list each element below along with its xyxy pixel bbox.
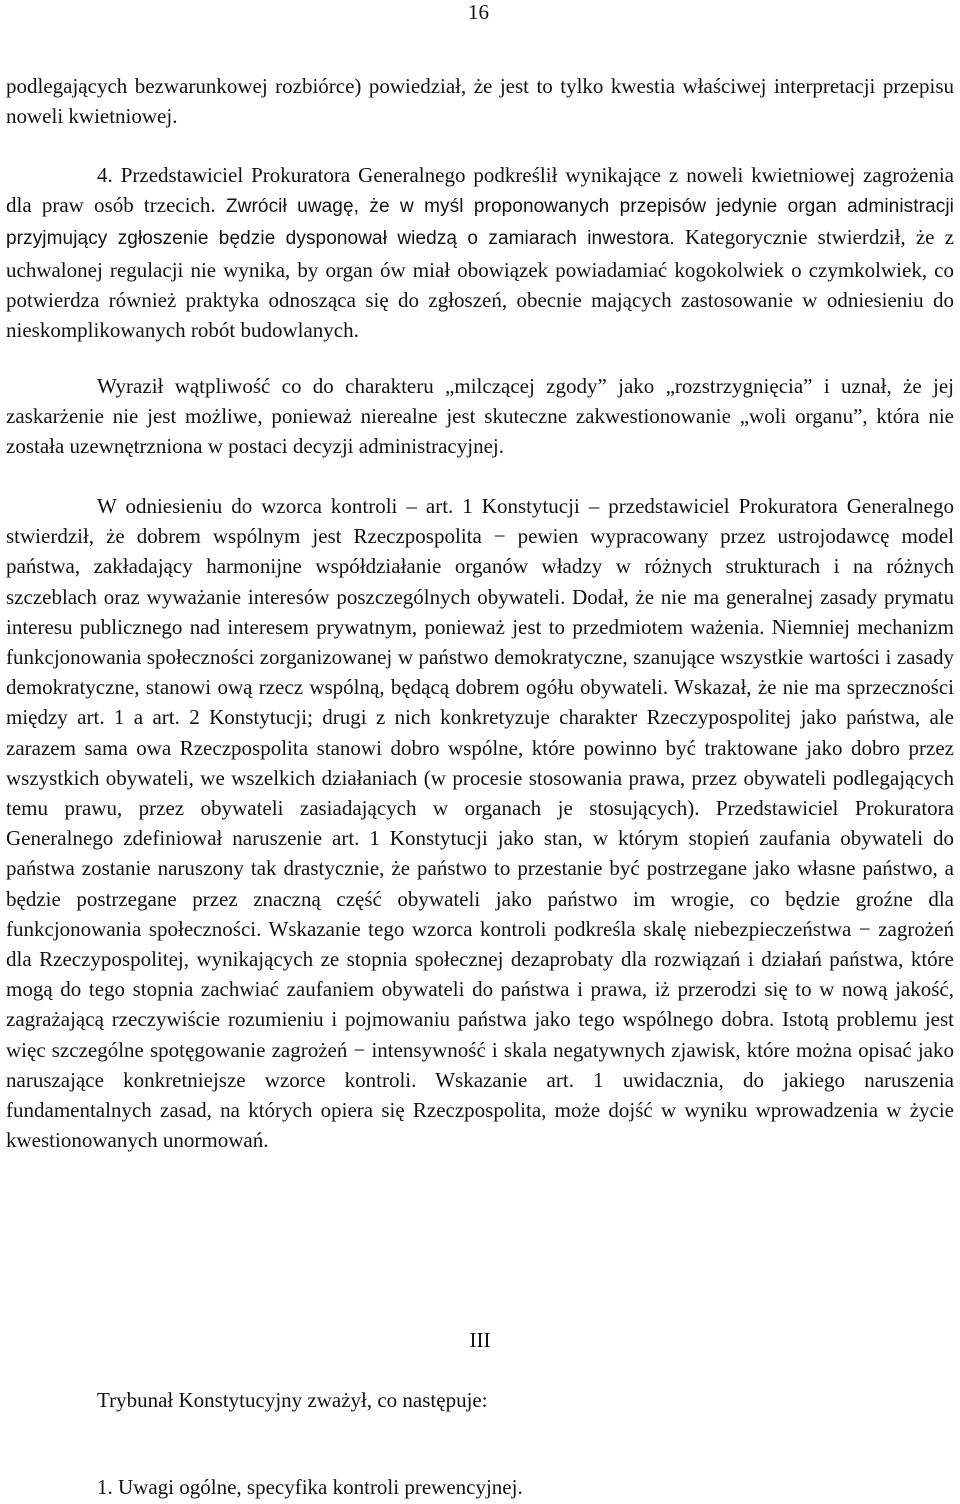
paragraph-continuation: podlegających bezwarunkowej rozbiórce) powiedział, że jest to tylko kwestia właściwej interpretacji przepisu noweli kwietniowej. [6, 74, 954, 129]
paragraph-prosecutor-statement-part1: 4. Przedstawiciel Prokuratora Generalnego podkreślił wynikające z noweli kwietniowej zagrożenia dla praw osób trzecich. [6, 163, 954, 218]
paragraph-prosecutor-statement [6, 160, 954, 345]
page-number: 16 [468, 0, 489, 24]
paragraph-review-standard: W odniesieniu do wzorca kontroli – art. 1 Konstytucji – przedstawiciel Prokuratora Generalnego stwierdził, że dobrem wspólnym jest Rzeczpospolita − pewien wypracowany przez ustrojodawcę model państwa, zakładający harmonijne współdziałanie organów władzy w różnych strukturach i na różnych szczeblach oraz wyważanie interesów poszczególnych obywateli. Dodał, że nie ma generalnej zasady prymatu interesu publicznego nad interesem prywatnym, ponieważ jest to przedmiotem ważenia. Niemniej mechanizm funkcjonowania społeczności zorganizowanej w państwo demokratyczne, szanujące wszystkie wartości i zasady demokratyczne, stanowi ową rzecz wspólną, będącą dobrem ogółu obywateli. Wskazał, że nie ma sprzeczności między art. 1 a art. 2 Konstytucji; drugi z nich konkretyzuje charakter Rzeczypospolitej jako państwa, ale zarazem sama owa Rzeczpospolita stanowi dobro wspólne, które powinno być traktowane jako dobro przez wszystkich obywateli, we wszelkich działaniach (w procesie stosowania prawa, przez obywateli podlegających temu prawu, przez obywateli zasiadających w organach je stosujących). Przedstawiciel Prokuratora Generalnego zdefiniował naruszenie art. 1 Konstytucji jako stan, w którym stopień zaufania obywateli do państwa zostanie naruszony tak drastycznie, że państwo to przestanie być postrzegane jako własne państwo, a będzie postrzegane przez znaczną część obywateli jako państwo im wrogie, co będzie groźne dla funkcjonowania społeczności. Wskazanie tego wzorca kontroli podkreśla skalę niebezpieczeństwa − zagrożeń dla Rzeczypospolitej, wynikających ze stopnia społecznej dezaprobaty dla rozwiązań i działań państwa, które mogą do tego stopnia zachwiać zaufaniem obywateli do państwa i prawa, iż przerodzi się to w nową jakość, zagrażającą rzeczywiście rozumieniu i pojmowaniu państwa jako tego wspólnego dobra. Istotą problemu jest więc szczególne spotęgowanie zagrożeń − intensywność i skala negatywnych zjawisk, które można opisać jako naruszające konkretniejsze wzorce kontroli. Wskazanie art. 1 uwidacznia, do jakiego naruszenia fundamentalnych zasad, na których opiera się Rzeczpospolita, może dojść w wyniku wprowadzenia w życie kwestionowanych unormowań. [6, 494, 954, 1153]
paragraph-prosecutor-statement-part3: Kategorycznie stwierdził, że z uchwalonej regulacji nie wynika, by organ ów miał obowiązek powiadamiać kogokolwiek o czymkolwiek, co potwierdza również praktyka odnosząca się do zgłoszeń, obecnie mających zastosowanie w odniesieniu do nieskomplikowanych robót budowlanych. [6, 225, 954, 343]
subsection-heading: 1. Uwagi ogólne, specyfika kontroli prewencyjnej. [97, 1475, 523, 1499]
tribunal-considered-line: Trybunał Konstytucyjny zważył, co następuje: [97, 1388, 488, 1412]
paragraph-prosecutor-statement-part2: Zwrócił uwagę, że w myśl proponowanych przepisów jedynie organ administracji przyjmujący zgłoszenie będzie dysponował wiedzą o zamiarach inwestora. [6, 196, 954, 250]
paragraph-silent-consent: Wyraził wątpliwość co do charakteru „milczącej zgody” jako „rozstrzygnięcia” i uznał, że jej zaskarżenie nie jest możliwe, ponieważ nierealne jest skuteczne zakwestionowanie „woli organu”, która nie została uzewnętrzniona w postaci decyzji administracyjnej. [6, 374, 954, 459]
section-heading: III [469, 1328, 491, 1352]
